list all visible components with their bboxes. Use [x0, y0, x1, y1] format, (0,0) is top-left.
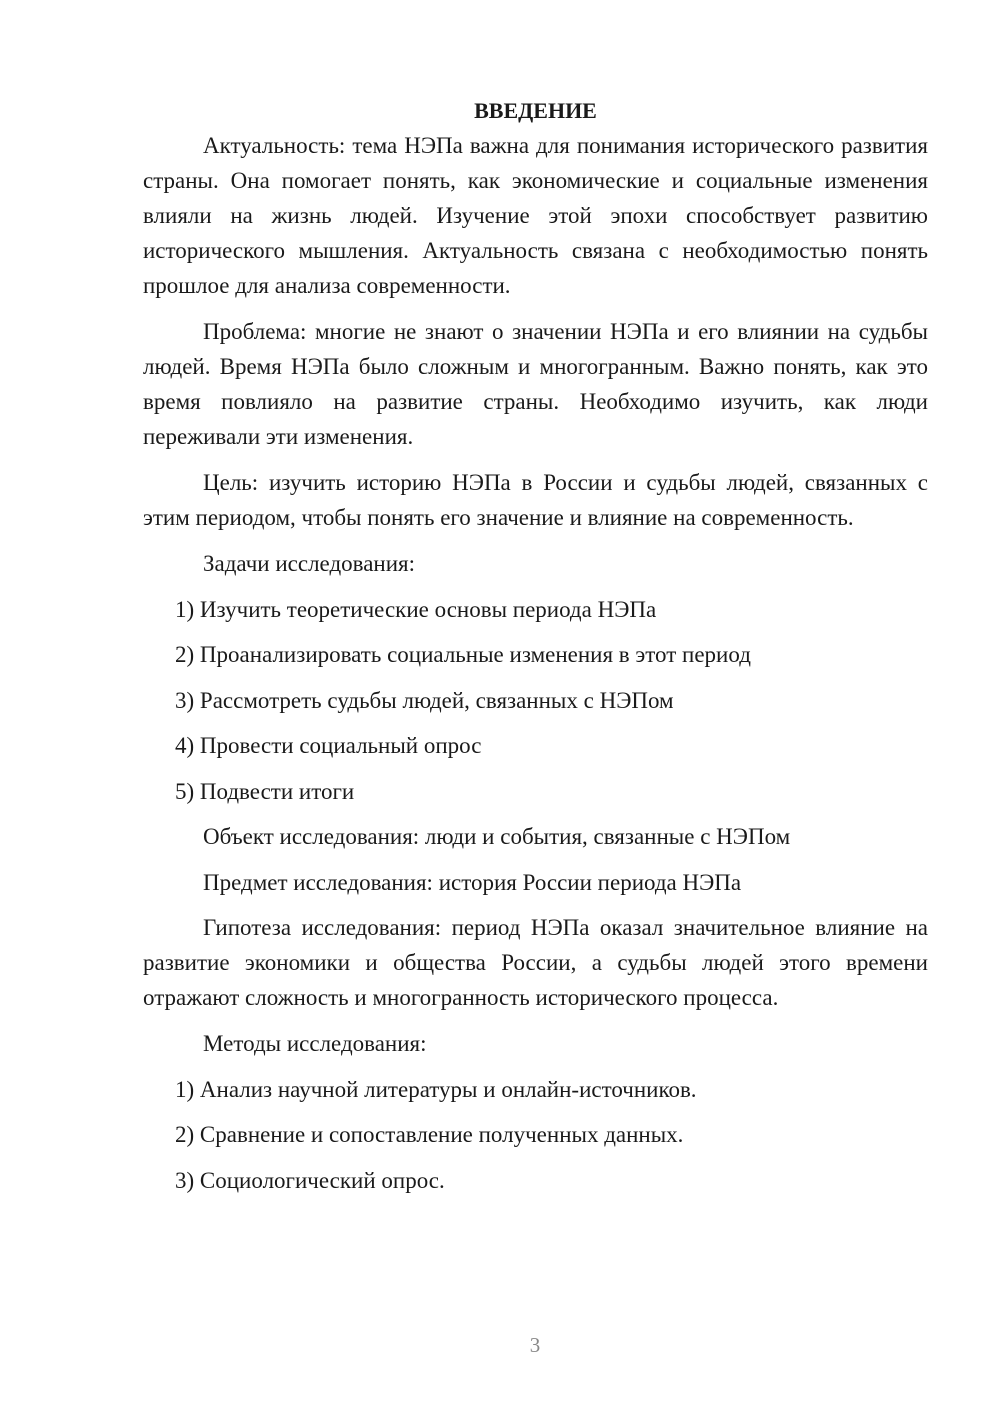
goal-paragraph: Цель: изучить историю НЭПа в России и судьбы людей, связанных с этим периодом, чтобы понять его значение и влияние на современность.: [143, 470, 928, 530]
task-item: 3) Рассмотреть судьбы людей, связанных с НЭПом: [175, 687, 674, 713]
hypothesis-paragraph: Гипотеза исследования: период НЭПа оказал значительное влияние на развитие экономики и общества России, а судьбы людей этого времени отражают сложность и многогранность исторического процесса.: [143, 915, 928, 1010]
method-item: 2) Сравнение и сопоставление полученных данных.: [175, 1122, 684, 1147]
tasks-list: [143, 592, 928, 809]
page-title: ВВЕДЕНИЕ: [474, 98, 597, 123]
method-item: 1) Анализ научной литературы и онлайн-источников.: [175, 1076, 697, 1102]
page-number: 3: [529, 1333, 541, 1357]
task-item: 1) Изучить теоретические основы периода НЭПа: [175, 596, 657, 622]
research-object: Объект исследования: люди и события, связанные с НЭПом: [203, 824, 791, 849]
tasks-heading: Задачи исследования:: [203, 551, 416, 576]
relevance-paragraph: Актуальность: тема НЭПа важна для понимания исторического развития страны. Она помогает понять, как экономические и социальные изменения влияли на жизнь людей. Изучение этой эпохи способствует развитию исторического мышления. Актуальность связана с необходимостью понять прошлое для анализа современности.: [143, 133, 928, 298]
problem-paragraph: Проблема: многие не знают о значении НЭПа и его влиянии на судьбы людей. Время НЭПа было сложным и многогранным. Важно понять, как это время повлияло на развитие страны. Необходимо изучить, как люди переживали эти изменения.: [143, 319, 928, 449]
task-item: 5) Подвести итоги: [175, 778, 355, 804]
methods-list: [143, 1072, 928, 1198]
research-subject: Предмет исследования: история России периода НЭПа: [203, 869, 742, 895]
methods-heading: Методы исследования:: [203, 1031, 427, 1056]
page-content: [143, 93, 928, 1208]
task-item: 2) Проанализировать социальные изменения в этот период: [175, 642, 751, 667]
method-item: 3) Социологический опрос.: [175, 1167, 445, 1193]
task-item: 4) Провести социальный опрос: [175, 733, 482, 758]
